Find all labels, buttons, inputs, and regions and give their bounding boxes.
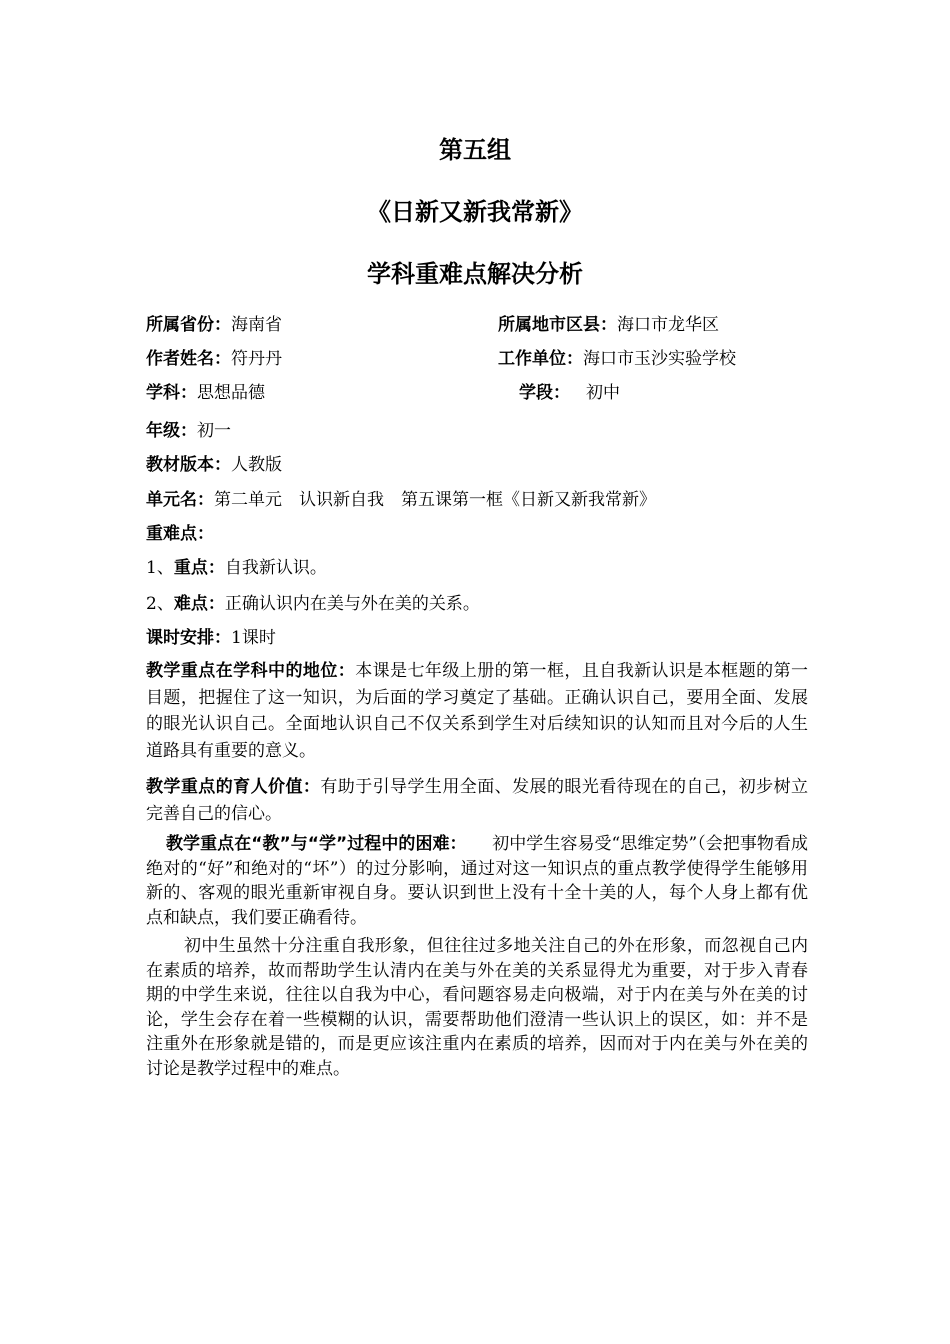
chapter-label: 单元名： xyxy=(146,490,214,510)
teaching-difficulty-label: 教学重点在“教”与“学”过程中的困难： xyxy=(166,834,459,854)
edition-label: 教材版本： xyxy=(146,455,231,475)
status-text: 本课是七年级上册的第一框，且自我新认识是本框题的第一目题，把握住了这一知识，为后面的学习奠定了基础。正确认识自己，要用全面、发展的眼光认识自己。全面地认识自己不仅关系到学生对后续知识的认知而且对今后的人生道路具有重要的意义。 xyxy=(146,661,809,761)
province-label: 所属省份： xyxy=(146,315,231,335)
key-points-row xyxy=(146,522,214,546)
subject-row xyxy=(146,381,265,405)
chapter-row xyxy=(146,488,656,512)
hours-value: 1课时 xyxy=(231,628,276,648)
teaching-difficulty-text: 初中学生容易受“思维定势”（会把事物看成绝对的“好”和绝对的“坏”）的过分影响，通过对这一知识点的重点教学使得学生能够用新的、客观的眼光重新审视自身。要认识到世上没有十全十美的人，每个人身上都有优点和缺点，我们要正确看待。 xyxy=(146,834,808,928)
district-row xyxy=(498,313,719,337)
status-paragraph xyxy=(146,658,808,764)
stage-value: 初中 xyxy=(586,383,620,403)
province-value: 海南省 xyxy=(231,315,282,335)
stage-row xyxy=(519,381,620,405)
edition-value: 人教版 xyxy=(231,455,282,475)
stage-label: 学段： xyxy=(519,383,570,403)
unit-value: 海口市玉沙实验学校 xyxy=(583,349,736,369)
difficulty-value: 正确认识内在美与外在美的关系。 xyxy=(224,594,480,614)
lesson-title: 《日新又新我常新》 xyxy=(367,198,583,226)
chapter-value: 第二单元 认识新自我 第五课第一框《日新又新我常新》 xyxy=(214,490,656,510)
value-label: 教学重点的育人价值： xyxy=(146,777,321,797)
province-row xyxy=(146,313,282,337)
subject-label: 学科： xyxy=(146,383,197,403)
closing-paragraph xyxy=(146,934,808,1081)
group-title: 第五组 xyxy=(439,136,511,164)
value-paragraph xyxy=(146,774,808,827)
focus-value: 自我新认识。 xyxy=(224,558,327,578)
grade-row xyxy=(146,419,231,443)
difficulty-row xyxy=(146,592,480,616)
district-label: 所属地市区县： xyxy=(498,315,617,335)
unit-row xyxy=(498,347,736,371)
subject-value: 思想品德 xyxy=(197,383,265,403)
document-subtitle: 学科重难点解决分析 xyxy=(367,260,583,288)
closing-text: 初中生虽然十分注重自我形象，但往往过多地关注自己的外在形象，而忽视自己内在素质的培养，故而帮助学生认清内在美与外在美的关系显得尤为重要，对于步入青春期的中学生来说，往往以自我为中心，看问题容易走向极端，对于内在美与外在美的讨论，学生会存在着一些模糊的认识，需要帮助他们澄清一些认识上的误区，如：并不是注重外在形象就是错的，而是更应该注重内在素质的培养，因而对于内在美与外在美的讨论是教学过程中的难点。 xyxy=(146,936,808,1079)
key-points-label: 重难点： xyxy=(146,524,214,544)
difficulty-label: 难点： xyxy=(173,594,225,614)
focus-number: 1、 xyxy=(146,558,174,578)
grade-value: 初一 xyxy=(197,421,231,441)
hours-row xyxy=(146,626,276,650)
value-text: 有助于引导学生用全面、发展的眼光看待现在的自己，初步树立完善自己的信心。 xyxy=(146,777,809,824)
grade-label: 年级： xyxy=(146,421,197,441)
author-value: 符丹丹 xyxy=(231,349,282,369)
edition-row xyxy=(146,453,282,477)
author-label: 作者姓名： xyxy=(146,349,231,369)
district-value: 海口市龙华区 xyxy=(617,315,719,335)
unit-label: 工作单位： xyxy=(498,349,583,369)
author-row xyxy=(146,347,282,371)
focus-label: 重点： xyxy=(173,558,225,578)
status-label: 教学重点在学科中的地位： xyxy=(146,661,356,681)
difficulty-paragraph xyxy=(146,832,808,930)
difficulty-number: 2、 xyxy=(146,594,174,614)
focus-row xyxy=(146,556,327,580)
hours-label: 课时安排： xyxy=(146,628,231,648)
